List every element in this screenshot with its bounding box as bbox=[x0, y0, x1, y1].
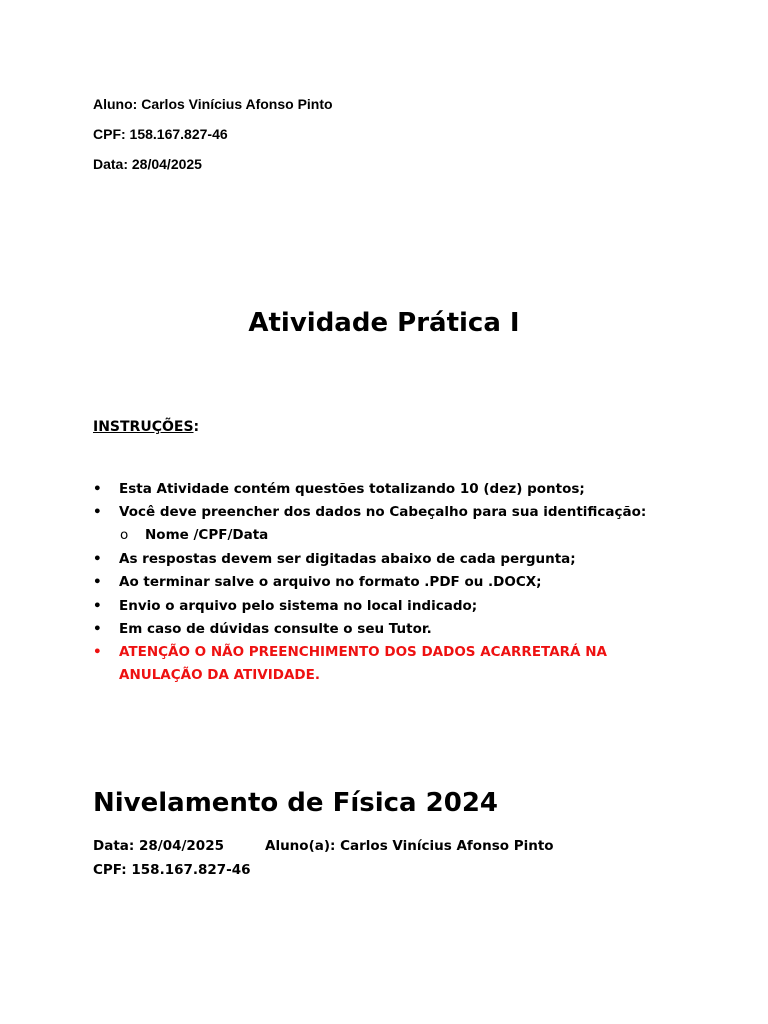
header-student-name: Aluno: Carlos Vinícius Afonso Pinto bbox=[93, 96, 333, 112]
list-item-text: Esta Atividade contém questões totalizando 10 (dez) pontos; bbox=[119, 481, 585, 497]
section-student-name: Aluno(a): Carlos Vinícius Afonso Pinto bbox=[265, 838, 554, 854]
instructions-heading-colon: : bbox=[193, 419, 200, 435]
header-cpf: CPF: 158.167.827-46 bbox=[93, 126, 228, 142]
section-cpf: CPF: 158.167.827-46 bbox=[93, 862, 251, 878]
list-item-text: Nome /CPF/Data bbox=[145, 527, 269, 543]
bullet-icon: • bbox=[93, 551, 102, 567]
section-date: Data: 28/04/2025 bbox=[93, 838, 224, 854]
sub-bullet-icon: o bbox=[120, 527, 129, 543]
list-item-text: As respostas devem ser digitadas abaixo de cada pergunta; bbox=[119, 551, 576, 567]
instructions-heading bbox=[93, 418, 199, 436]
bullet-icon: • bbox=[93, 598, 102, 614]
bullet-icon: • bbox=[93, 574, 102, 590]
warning-text: ATENÇÃO O NÃO PREENCHIMENTO DOS DADOS ACARRETARÁ NA ANULAÇÃO DA ATIVIDADE. bbox=[119, 644, 607, 683]
bullet-icon: • bbox=[93, 504, 102, 520]
header-date: Data: 28/04/2025 bbox=[93, 156, 202, 172]
document-title: Atividade Prática I bbox=[248, 308, 520, 338]
bullet-icon: • bbox=[93, 644, 102, 660]
instructions-heading-label: INSTRUÇÕES bbox=[93, 419, 194, 435]
list-item-text: Ao terminar salve o arquivo no formato .PDF ou .DOCX; bbox=[119, 574, 542, 590]
list-item-text: Em caso de dúvidas consulte o seu Tutor. bbox=[119, 621, 432, 637]
list-item-text: Envio o arquivo pelo sistema no local indicado; bbox=[119, 598, 478, 614]
bullet-icon: • bbox=[93, 621, 102, 637]
bullet-icon: • bbox=[93, 481, 102, 497]
section-title: Nivelamento de Física 2024 bbox=[93, 788, 499, 818]
list-item-text: Você deve preencher dos dados no Cabeçalho para sua identificação: bbox=[119, 504, 647, 520]
